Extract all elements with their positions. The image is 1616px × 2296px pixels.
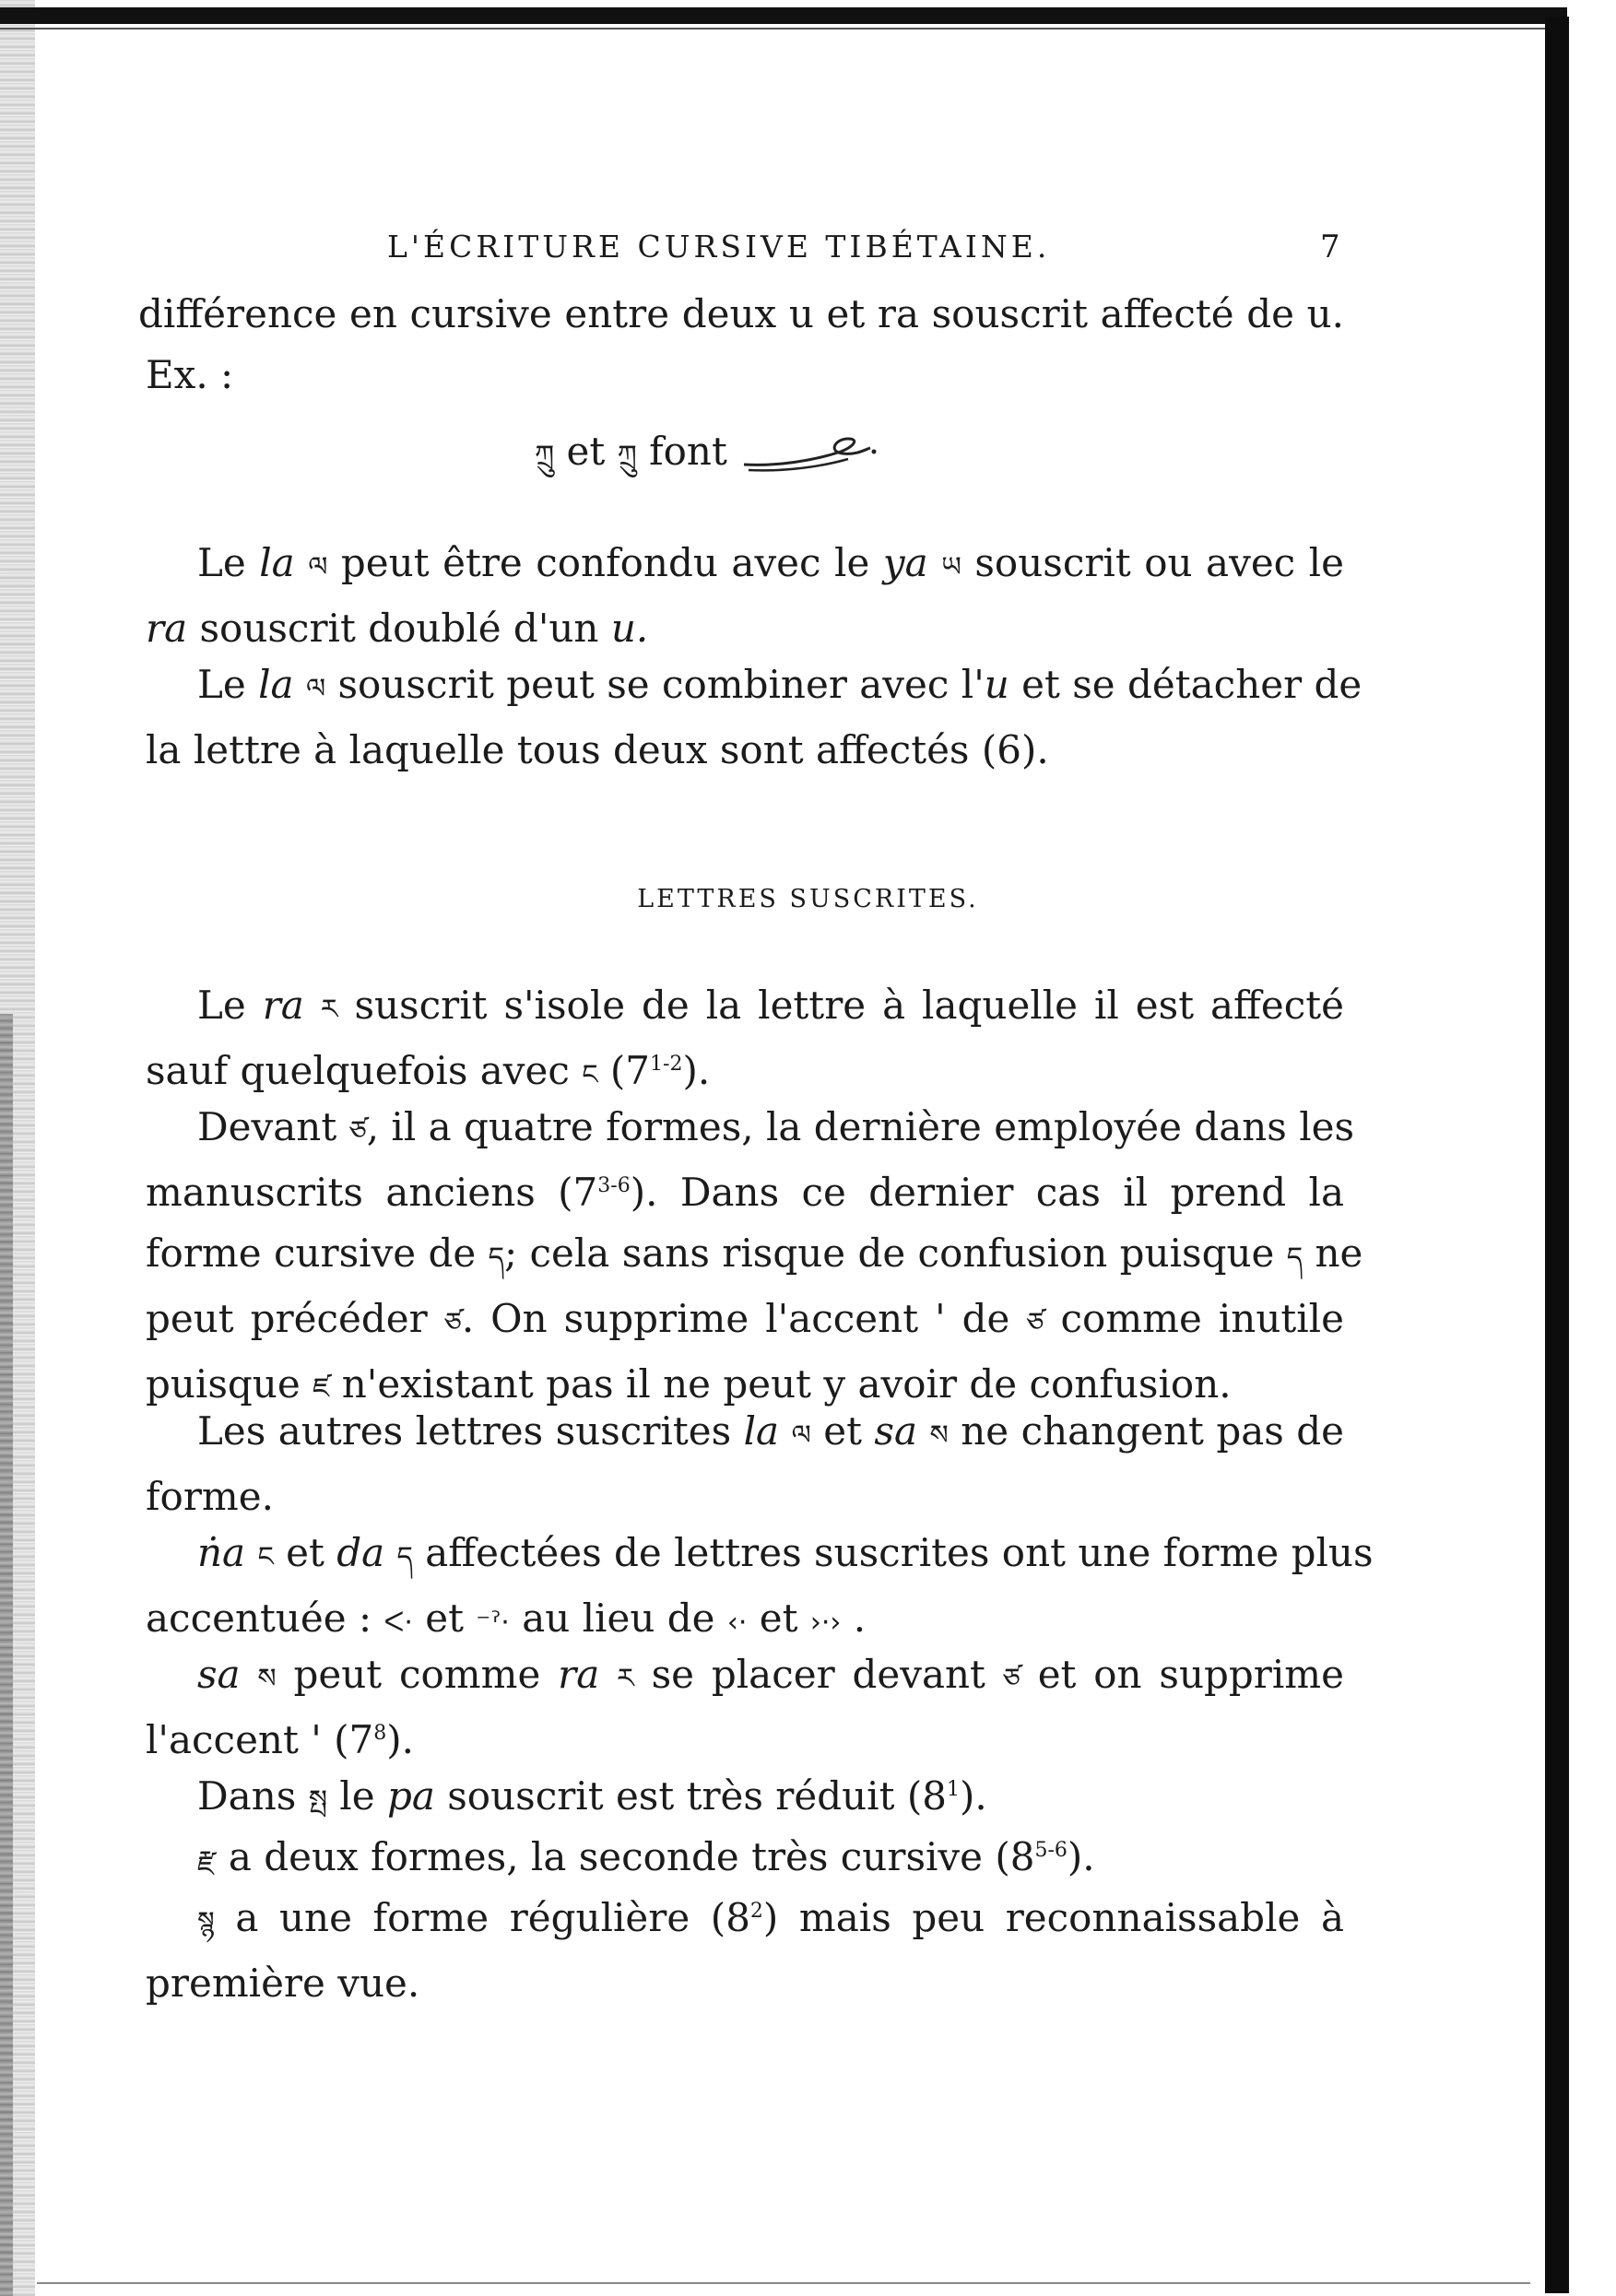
footnote-reference: 2 (749, 1900, 763, 1923)
text-span: Les autres lettres suscrites (197, 1408, 732, 1454)
scan-left-binding-shadow (0, 1014, 13, 2296)
text-span: peut comme (293, 1652, 541, 1697)
text-line (146, 1888, 1344, 1953)
paragraph (146, 1827, 1344, 1892)
text-span: différence en cursive entre deux u et ra souscrit affecté de u. (138, 291, 1344, 336)
text-line (146, 975, 1344, 1041)
text-span: affectées de lettres suscrites ont une forme plus (425, 1530, 1374, 1575)
tibetan-glyph: ད (396, 1541, 413, 1573)
text-span: Le (197, 540, 246, 585)
italic-term: sa (874, 1408, 918, 1454)
text-span: . On supprime l'accent ' de (461, 1296, 1010, 1341)
tibetan-glyph: ཙ (1026, 1307, 1044, 1339)
text-span: comme inutile (1060, 1296, 1344, 1341)
text-span: ). (1067, 1834, 1095, 1879)
tibetan-glyph: ཀྲུ (535, 440, 555, 472)
italic-term: la (259, 540, 295, 585)
paragraph (146, 1523, 1374, 1654)
scan-top-border (0, 7, 1567, 24)
tibetan-glyph: ཙ (1002, 1663, 1020, 1695)
text-span: puisque (146, 1361, 301, 1407)
example-line (535, 424, 878, 484)
example-word: font (649, 429, 727, 474)
tibetan-glyph: རྫ (197, 1845, 217, 1878)
tibetan-glyph: སྙ (197, 1906, 215, 1938)
text-span: et se détacher de (1021, 662, 1362, 707)
text-span: souscrit ou avec le (974, 540, 1344, 585)
text-span: . (853, 1595, 867, 1641)
tibetan-glyph: ཛ (313, 1372, 330, 1405)
italic-term: pa (386, 1773, 435, 1819)
tibetan-glyph: ད (488, 1242, 504, 1274)
cursive-form-glyph: ›·› (809, 1607, 842, 1639)
paragraph-continuation (138, 284, 1344, 406)
section-heading: LETTRES SUSCRITES. (637, 885, 979, 913)
text-span: forme. (146, 1474, 274, 1519)
text-span: accentuée : (146, 1595, 372, 1641)
text-span: ). (682, 1048, 711, 1093)
text-span: Dans (197, 1773, 297, 1819)
text-line (146, 1289, 1344, 1354)
text-line (146, 1644, 1344, 1710)
text-line (146, 1466, 1344, 1527)
text-span: l'accent ' (7 (146, 1717, 374, 1762)
italic-term: u (984, 662, 1009, 707)
tibetan-glyph: ལ (308, 551, 328, 583)
text-line (146, 1766, 1344, 1831)
footnote-reference: 5-6 (1034, 1839, 1068, 1862)
text-span: Ex. : (146, 352, 234, 397)
text-span: ne (1315, 1230, 1363, 1276)
italic-term: ya (882, 540, 928, 585)
text-line (146, 654, 1362, 720)
text-line (146, 1953, 1344, 2014)
text-span: première vue. (146, 1960, 420, 2006)
text-span: souscrit est très réduit (8 (447, 1773, 947, 1819)
italic-term: ṅa (197, 1530, 246, 1575)
text-line (146, 1710, 1344, 1771)
text-span: ) mais peu reconnaissable à (762, 1895, 1344, 1940)
italic-term: la (743, 1408, 780, 1454)
tibetan-glyph: ཡ (941, 551, 961, 583)
italic-term: ra (146, 606, 188, 651)
text-span: souscrit peut se combiner avec l' (337, 662, 985, 707)
text-line (146, 720, 1344, 781)
italic-term: u. (610, 606, 649, 651)
paragraph (146, 975, 1344, 1106)
tibetan-glyph: ས (257, 1663, 277, 1695)
footnote-reference: 1 (946, 1778, 960, 1801)
footnote-reference: 3-6 (597, 1174, 631, 1197)
tibetan-glyph: ལ (305, 673, 326, 705)
tibetan-glyph: ཀྲུ (617, 440, 637, 472)
footnote-reference: 8 (373, 1722, 387, 1745)
cursive-form-drawing (739, 431, 878, 477)
cursive-form-glyph: ⁻ˀ· (476, 1607, 510, 1639)
italic-term: sa (197, 1652, 241, 1697)
text-span: , il a quatre formes, la dernière employée dans les (366, 1104, 1355, 1149)
text-span: souscrit doublé d'un (199, 606, 599, 651)
text-span: le (339, 1773, 375, 1819)
paragraph (146, 1888, 1344, 2014)
paragraph (146, 1401, 1344, 1527)
text-line (146, 533, 1344, 598)
tibetan-glyph: ལ (791, 1419, 811, 1452)
text-span: a deux formes, la seconde très cursive (8 (228, 1834, 1035, 1879)
tibetan-glyph: ད (1286, 1242, 1303, 1274)
text-line (146, 1523, 1374, 1588)
text-span: et (823, 1408, 862, 1454)
text-line (146, 345, 1344, 406)
text-span: suscrit s'isole de la lettre à laquelle il est affecté (354, 983, 1344, 1028)
running-head: L'ÉCRITURE CURSIVE TIBÉTAINE. (387, 229, 1051, 265)
tibetan-glyph: ང (257, 1541, 274, 1573)
paragraph (146, 654, 1362, 781)
text-line (146, 598, 1344, 659)
text-span: (7 (609, 1048, 651, 1093)
italic-term: ra (262, 983, 304, 1028)
text-span: ; cela sans risque de confusion puisque (504, 1230, 1275, 1276)
text-line (146, 1223, 1363, 1289)
text-span: et (759, 1595, 798, 1641)
text-line (146, 1162, 1344, 1223)
text-span: manuscrits anciens (7 (146, 1170, 598, 1215)
text-span: n'existant pas il ne peut y avoir de confusion. (341, 1361, 1232, 1407)
scan-top-border-thin (0, 28, 1567, 29)
page-number: 7 (1320, 229, 1340, 265)
paragraph (146, 1644, 1344, 1771)
paragraph (146, 1766, 1344, 1831)
text-span: a une forme régulière (8 (235, 1895, 750, 1940)
italic-term: la (258, 662, 294, 707)
text-line (138, 284, 1344, 345)
paragraph (146, 533, 1344, 659)
example-word: et (566, 429, 606, 474)
text-span: peut précéder (146, 1296, 428, 1341)
italic-term: ra (558, 1652, 600, 1697)
footnote-reference: 1-2 (650, 1053, 683, 1076)
text-span: Devant (197, 1104, 337, 1149)
text-span: et (425, 1595, 464, 1641)
text-span: sauf quelquefois avec (146, 1048, 570, 1093)
text-line (146, 1401, 1344, 1466)
text-span: et on supprime (1037, 1652, 1344, 1697)
text-span: peut être confondu avec le (340, 540, 870, 585)
text-span: ne changent pas de (961, 1408, 1345, 1454)
cursive-form-glyph: ‹· (726, 1607, 748, 1639)
text-line (146, 1097, 1355, 1162)
text-span: la lettre à laquelle tous deux sont affectés (6). (146, 727, 1049, 772)
text-span: Le (197, 983, 246, 1028)
scan-right-border (1545, 17, 1569, 2293)
paragraph (146, 1097, 1363, 1419)
tibetan-glyph: ང (582, 1059, 598, 1091)
text-span: et (286, 1530, 324, 1575)
text-span: ). (959, 1773, 987, 1819)
scan-bottom-border (37, 2282, 1530, 2284)
tibetan-glyph: ཙ (348, 1115, 367, 1148)
text-span: forme cursive de (146, 1230, 477, 1276)
text-span: Le (197, 662, 246, 707)
tibetan-glyph: ར (617, 1663, 634, 1695)
text-line (146, 1827, 1344, 1892)
text-span: au lieu de (522, 1595, 715, 1641)
cursive-form-glyph: ᐸ· (383, 1607, 413, 1639)
tibetan-glyph: ར (320, 994, 338, 1026)
text-span: ). (386, 1717, 414, 1762)
text-span: se placer devant (651, 1652, 985, 1697)
tibetan-glyph: སྤ (308, 1784, 327, 1817)
text-span: ). Dans ce dernier cas il prend la (630, 1170, 1345, 1215)
italic-term: da (336, 1530, 385, 1575)
tibetan-glyph: ས (929, 1419, 949, 1452)
tibetan-glyph: ཙ (443, 1307, 462, 1339)
